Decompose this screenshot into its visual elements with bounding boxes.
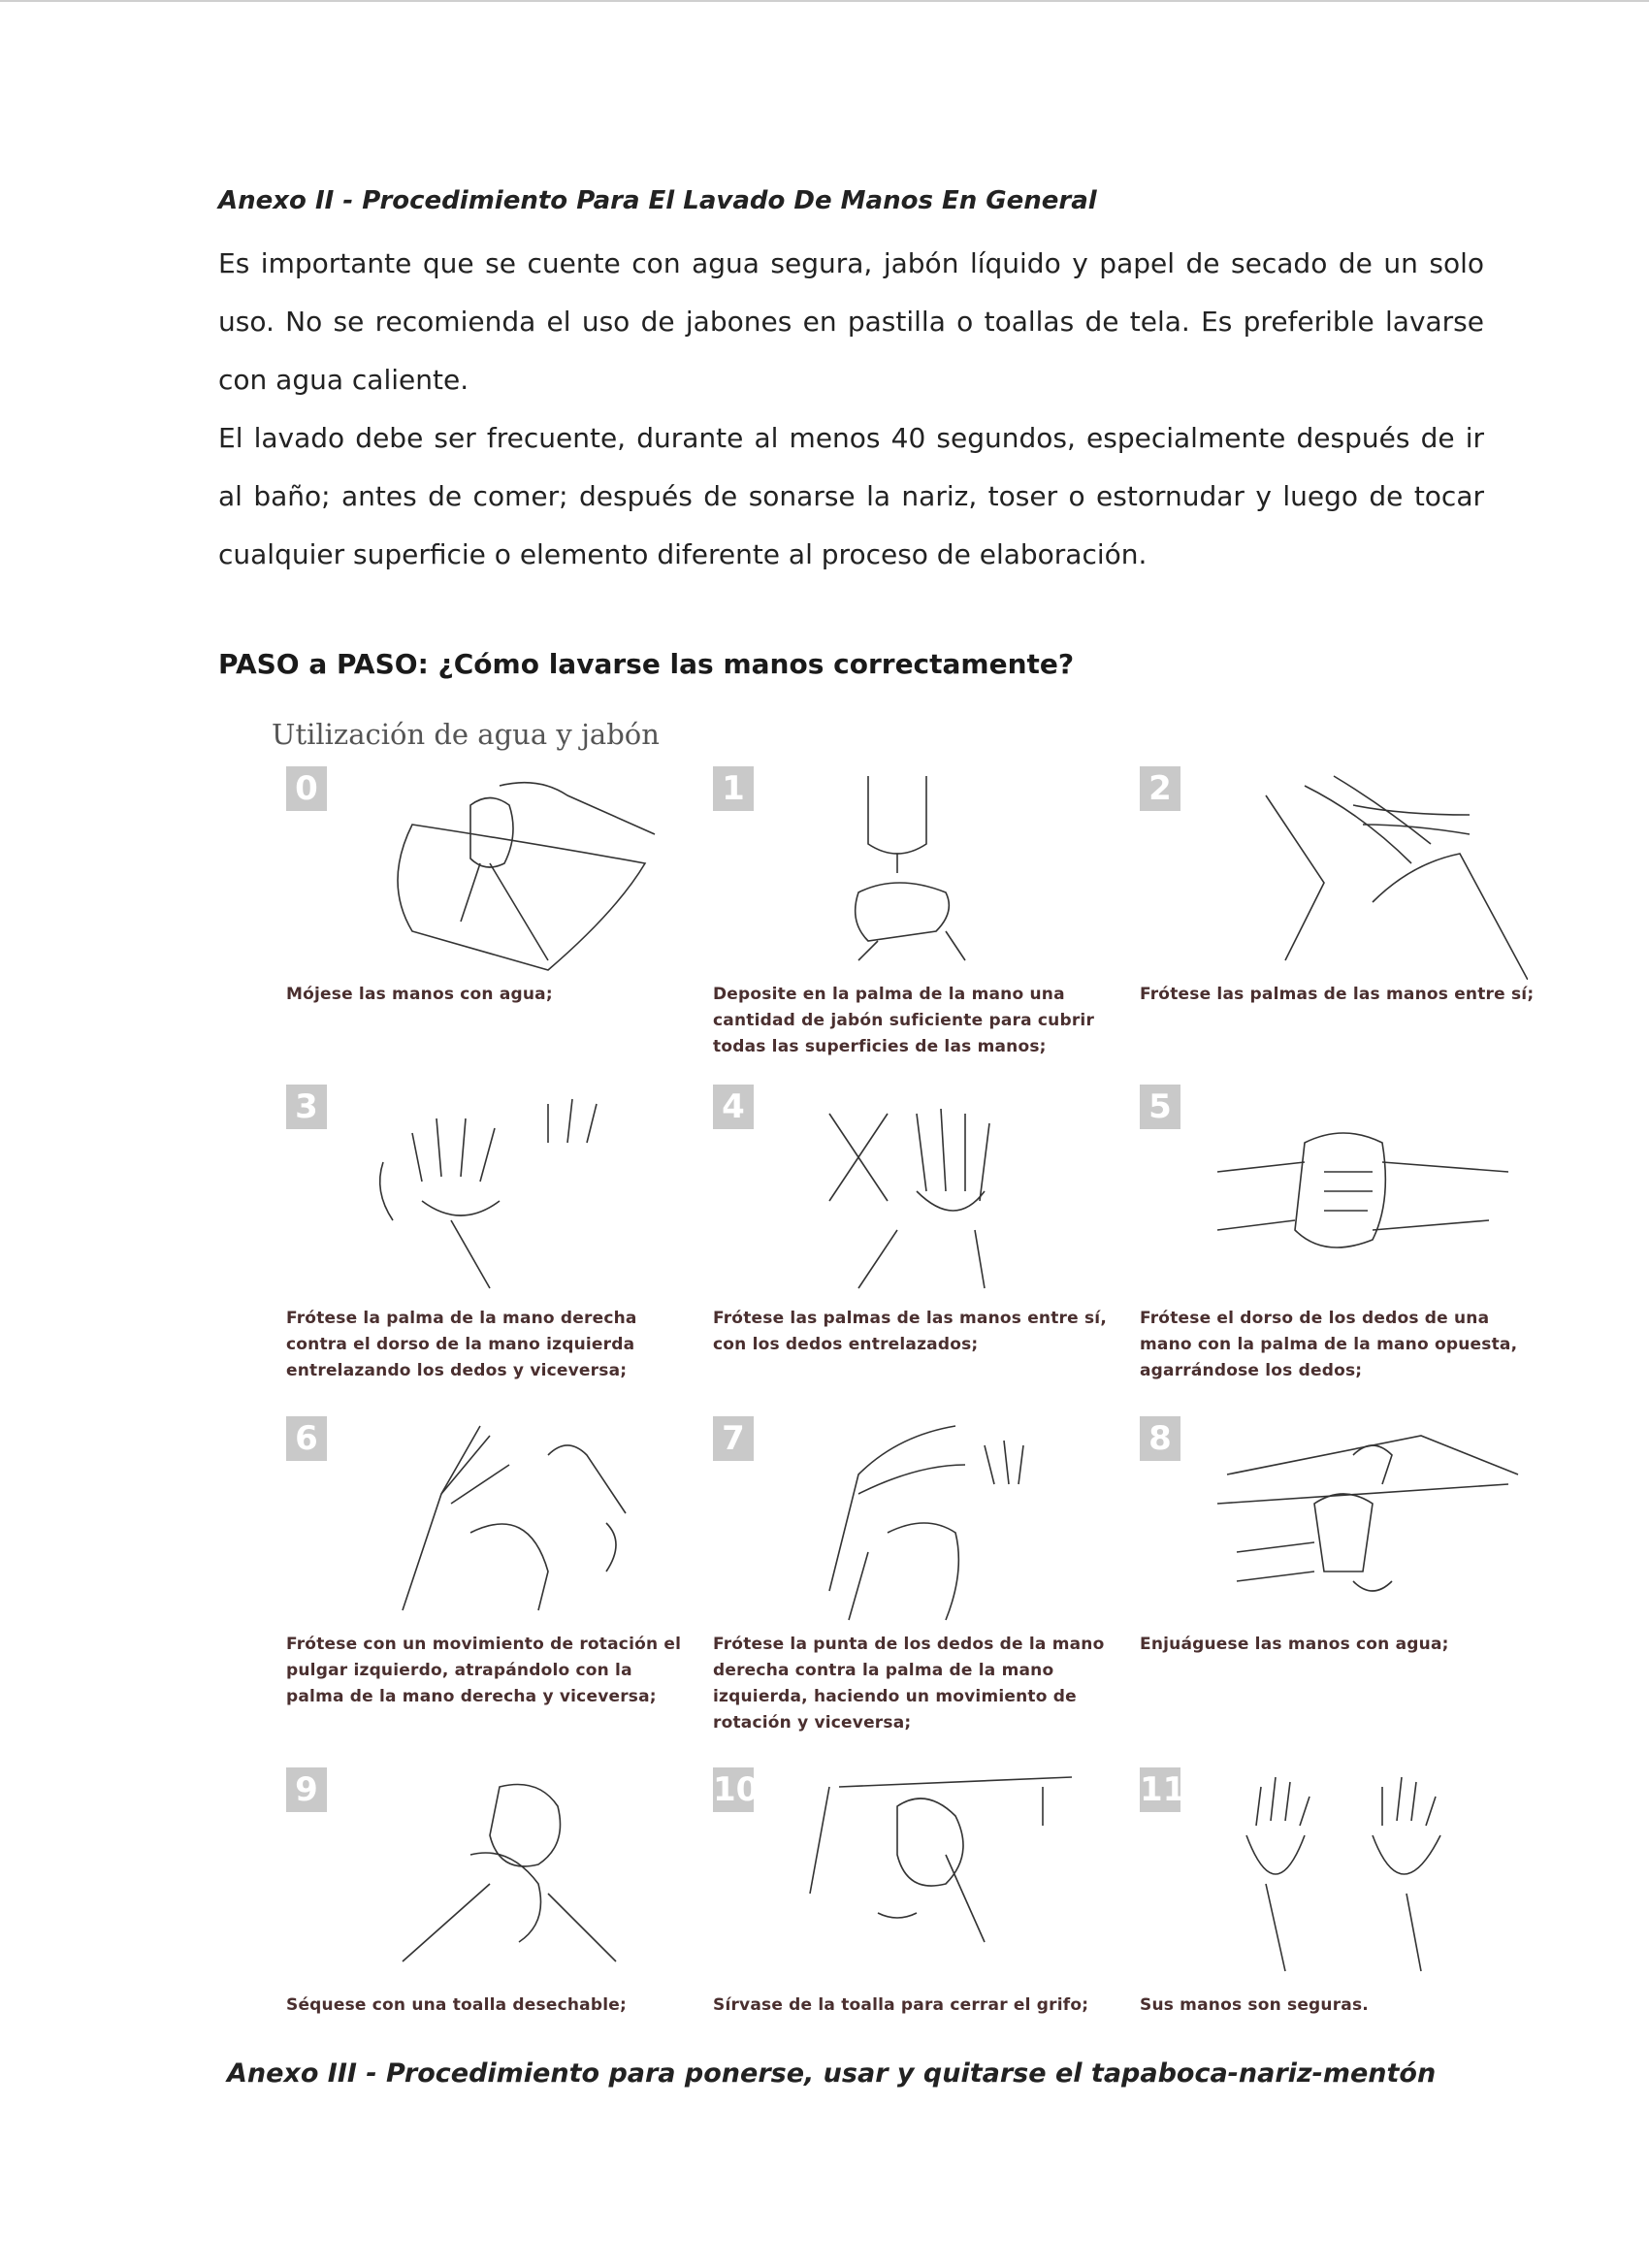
step-caption: Mójese las manos con agua; <box>286 985 553 1004</box>
step-caption: Frótese el dorso de los dedos de una mano con la palma de la mano opuesta, agarrándose los dedos; <box>1140 1309 1518 1380</box>
step-1 <box>713 766 1120 1116</box>
step-by-step-heading: PASO a PASO: ¿Cómo lavarse las manos correctamente? <box>218 648 1075 680</box>
palm-back-rub-icon <box>325 1085 674 1298</box>
close-faucet-icon <box>752 1767 1101 1981</box>
scan-edge <box>0 0 1649 2</box>
step-number: 8 <box>1140 1416 1180 1461</box>
step-caption: Frótese la palma de la mano derecha contra el dorso de la mano izquierda entrelazando los dedos y viceversa; <box>286 1309 637 1380</box>
step-6 <box>286 1416 694 1766</box>
annex-2-title: Anexo II - Procedimiento Para El Lavado De Manos En General <box>218 186 1097 215</box>
fingertips-rotation-icon <box>752 1416 1101 1630</box>
palms-rub-icon <box>1179 766 1528 980</box>
step-caption: Deposite en la palma de la mano una cantidad de jabón suficiente para cubrir todas las superficies de las manos; <box>713 985 1095 1056</box>
finger-backs-icon <box>1179 1085 1528 1298</box>
safe-hands-icon <box>1179 1767 1528 1981</box>
step-number: 2 <box>1140 766 1180 811</box>
step-number: 4 <box>713 1085 754 1129</box>
thumb-rotation-icon <box>325 1416 674 1630</box>
water-soap-subheading: Utilización de agua y jabón <box>272 718 660 751</box>
step-caption: Frótese la punta de los dedos de la mano derecha contra la palma de la mano izquierda, haciendo un movimiento de rotación y viceversa; <box>713 1635 1105 1733</box>
step-number: 7 <box>713 1416 754 1461</box>
intro-paragraph: Es importante que se cuente con agua segura, jabón líquido y papel de secado de un solo uso. No se recomienda el uso de jabones en pastilla o toallas de tela. Es preferible lavarse con agua caliente. <box>218 247 1484 396</box>
step-4 <box>713 1085 1120 1434</box>
step-number: 1 <box>713 766 754 811</box>
soap-dispenser-icon <box>752 766 1101 980</box>
step-number: 9 <box>286 1767 327 1812</box>
step-caption: Enjuáguese las manos con agua; <box>1140 1635 1449 1654</box>
step-number: 10 <box>713 1767 754 1812</box>
step-caption: Frótese las palmas de las manos entre sí; <box>1140 985 1535 1004</box>
step-5 <box>1140 1085 1547 1434</box>
step-caption: Sírvase de la toalla para cerrar el grifo; <box>713 1995 1089 2015</box>
frequency-paragraph: El lavado debe ser frecuente, durante al menos 40 segundos, especialmente después de ir al baño; antes de comer; después de sonarse la nariz, toser o estornudar y luego de tocar cualquier superficie o elemento diferente al proceso de elaboración. <box>218 422 1484 570</box>
step-number: 6 <box>286 1416 327 1461</box>
step-caption: Sus manos son seguras. <box>1140 1995 1369 2015</box>
step-number: 11 <box>1140 1767 1180 1812</box>
step-number: 0 <box>286 766 327 811</box>
hands-sink-icon <box>325 766 674 980</box>
step-number: 5 <box>1140 1085 1180 1129</box>
step-caption: Frótese con un movimiento de rotación el pulgar izquierdo, atrapándolo con la palma de la mano derecha y viceversa; <box>286 1635 682 1706</box>
step-caption: Séquese con una toalla desechable; <box>286 1995 627 2015</box>
step-caption: Frótese las palmas de las manos entre sí, con los dedos entrelazados; <box>713 1309 1107 1354</box>
step-number: 3 <box>286 1085 327 1129</box>
step-3 <box>286 1085 694 1434</box>
towel-dry-icon <box>325 1767 674 1981</box>
step-7 <box>713 1416 1120 1766</box>
rinse-hands-icon <box>1179 1416 1528 1630</box>
step-2 <box>1140 766 1547 1116</box>
annex-3-title: Anexo III - Procedimiento para ponerse, usar y quitarse el tapaboca-nariz-mentón <box>227 2058 1437 2089</box>
interlaced-fingers-icon <box>752 1085 1101 1298</box>
step-0 <box>286 766 694 1116</box>
step-8 <box>1140 1416 1547 1766</box>
